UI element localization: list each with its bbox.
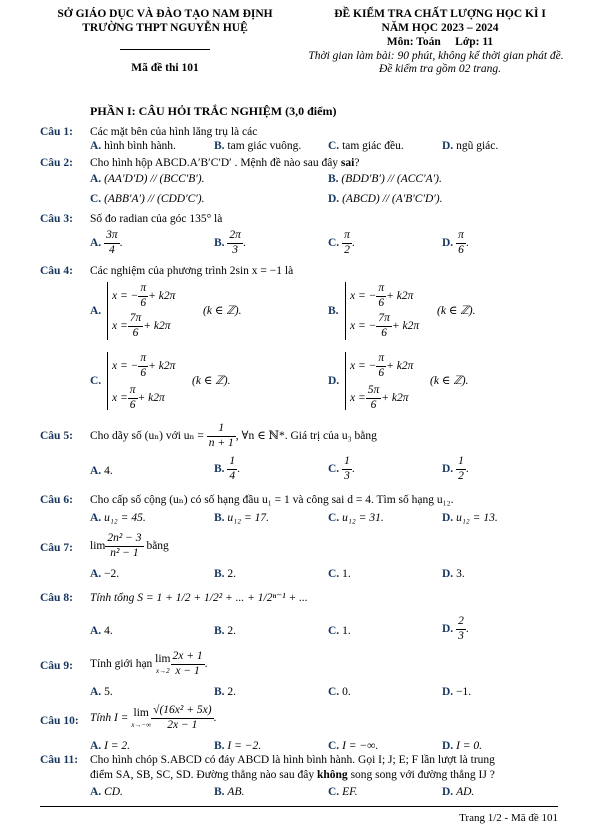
option-letter: D. bbox=[442, 568, 454, 580]
expr-pre: x = bbox=[350, 391, 366, 404]
time-note: Thời gian làm bài: 90 phút, không kể thời gian phát đề. bbox=[308, 50, 564, 62]
option-d-line1 bbox=[350, 352, 413, 381]
question-label: Câu 7: bbox=[40, 542, 73, 554]
option-letter: C. bbox=[328, 786, 340, 798]
option-c: 1. bbox=[342, 625, 351, 637]
department-name: SỞ GIÁO DỤC VÀ ĐÀO TẠO NAM ĐỊNH bbox=[57, 8, 273, 20]
option-b: 2. bbox=[227, 686, 237, 698]
option-letter: A. bbox=[90, 686, 102, 698]
denominator: n² − 1 bbox=[110, 546, 139, 559]
question-label: Câu 1: bbox=[40, 126, 73, 138]
option-d: ngũ giác. bbox=[456, 140, 499, 152]
option-a: 4. bbox=[104, 625, 113, 637]
text-part-1: điểm SA, SB, SC, SD. Đường thẳng nào sau đây bbox=[90, 769, 317, 781]
numerator: 1 bbox=[342, 455, 352, 470]
option-b: 2. bbox=[227, 568, 237, 580]
question-label: Câu 3: bbox=[40, 213, 73, 225]
question-text: Cho cấp số cộng (uₙ) có số hạng đầu u₁ = 1 và công sai d = 4. Tìm số hạng u₁₂. bbox=[90, 494, 454, 506]
option-letter: A. bbox=[90, 305, 102, 317]
lim-subscript: x→2 bbox=[156, 667, 170, 675]
expr-post: + k2π bbox=[143, 319, 171, 332]
option-letter: B. bbox=[214, 236, 225, 249]
exam-code: Mã đề thi 101 bbox=[131, 62, 199, 74]
option-c-fraction bbox=[342, 229, 352, 258]
numerator: 3π bbox=[104, 229, 120, 244]
expr-pre: x = − bbox=[350, 289, 377, 302]
denominator: 6 bbox=[370, 398, 377, 411]
question-text: Các mặt bên của hình lăng trụ là các bbox=[90, 126, 258, 138]
expr-pre: x = bbox=[112, 319, 128, 332]
option-b-fraction bbox=[227, 229, 243, 258]
option-b: tam giác vuông. bbox=[227, 140, 302, 152]
numerator: 7π bbox=[376, 312, 392, 327]
option-letter: D. bbox=[442, 622, 454, 635]
lim-symbol: lim bbox=[155, 653, 171, 666]
option-letter: C. bbox=[328, 462, 340, 475]
subject-grade: Môn: Toán Lớp: 11 bbox=[386, 36, 494, 48]
numerator: 2n² − 3 bbox=[105, 532, 143, 547]
option-c-fraction bbox=[342, 455, 352, 484]
numerator: √(16x² + 5x) bbox=[151, 704, 213, 719]
option-a: I = 2. bbox=[104, 740, 131, 752]
option-letter: A. bbox=[90, 568, 102, 580]
option-b: I = −2. bbox=[227, 740, 262, 752]
option-d: (ABCD) // (A′B′C′D′). bbox=[342, 193, 443, 205]
option-d: I = 0. bbox=[456, 740, 483, 752]
expr-pre: x = − bbox=[112, 289, 139, 302]
numerator: π bbox=[376, 282, 386, 297]
option-letter: B. bbox=[214, 568, 225, 580]
option-letter: D. bbox=[442, 462, 454, 475]
question-text bbox=[90, 157, 359, 171]
option-c: tam giác đều. bbox=[342, 140, 404, 152]
option-a-domain: (k ∈ ℤ). bbox=[203, 305, 242, 317]
numerator: π bbox=[376, 352, 386, 367]
text-part-2: song song với đường thẳng IJ ? bbox=[347, 769, 495, 781]
option-a: 4. bbox=[104, 465, 113, 477]
option-letter: A. bbox=[90, 512, 102, 524]
question-label: Câu 10: bbox=[40, 715, 79, 727]
option-letter: D. bbox=[442, 236, 454, 249]
option-letter: C. bbox=[90, 375, 102, 387]
numerator: 5π bbox=[366, 384, 382, 399]
option-b: AB. bbox=[227, 786, 245, 798]
option-a-fraction bbox=[104, 229, 120, 258]
option-letter: B. bbox=[328, 173, 339, 185]
denominator: 6 bbox=[381, 326, 387, 339]
option-letter: A. bbox=[90, 465, 102, 477]
footer-divider bbox=[40, 806, 558, 807]
option-d: AD. bbox=[456, 786, 475, 798]
school-name: TRƯỜNG THPT NGUYỄN HUỆ bbox=[82, 22, 248, 34]
question-intro: Tính I = bbox=[90, 711, 129, 724]
question-label: Câu 11: bbox=[40, 754, 79, 766]
option-letter: D. bbox=[442, 740, 454, 752]
option-a-line2 bbox=[112, 312, 171, 341]
option-letter: C. bbox=[328, 686, 340, 698]
expr-post: + k2π bbox=[386, 289, 414, 302]
option-letter: B. bbox=[214, 686, 225, 698]
denominator: 6 bbox=[458, 243, 464, 256]
option-letter: C. bbox=[328, 236, 340, 249]
option-a-system-bracket bbox=[107, 282, 108, 340]
option-d: u₁₂ = 13. bbox=[456, 512, 498, 524]
option-c: I = −∞. bbox=[342, 740, 379, 752]
option-a: (AA′D′D) // (BCC′B′). bbox=[104, 173, 205, 185]
option-letter: C. bbox=[328, 568, 340, 580]
numerator: 1 bbox=[227, 455, 237, 470]
numerator: π bbox=[456, 229, 466, 244]
option-letter: A. bbox=[90, 740, 102, 752]
option-b: 2. bbox=[227, 625, 237, 637]
option-letter: C. bbox=[90, 193, 102, 205]
expr-post: + k2π bbox=[137, 391, 165, 404]
option-letter: A. bbox=[90, 173, 102, 185]
option-a: 5. bbox=[104, 686, 113, 698]
numerator: π bbox=[342, 229, 352, 244]
numerator: 2π bbox=[227, 229, 243, 244]
option-d-system-bracket bbox=[345, 352, 346, 410]
numerator: 7π bbox=[128, 312, 144, 327]
question-label: Câu 5: bbox=[40, 430, 73, 442]
lim-symbol: lim bbox=[133, 707, 149, 720]
denominator: 6 bbox=[378, 366, 385, 379]
expr-pre: x = − bbox=[350, 319, 377, 332]
denominator: 3 bbox=[458, 629, 464, 642]
question-text: Tính giới hạn lim x→2 $\frac{2x + 1}{x - 1}$ . bbox=[90, 650, 208, 677]
section-title: PHẦN I: CÂU HỎI TRẮC NGHIỆM (3,0 điểm) bbox=[90, 104, 337, 118]
page-count-note: Đề kiểm tra gồm 02 trang. bbox=[378, 63, 501, 75]
option-letter: A. bbox=[90, 140, 102, 152]
option-a: CD. bbox=[104, 786, 123, 798]
expr-post: + k2π bbox=[386, 359, 414, 372]
header-divider bbox=[120, 49, 210, 50]
question-text bbox=[90, 532, 169, 561]
denominator: 6 bbox=[140, 366, 147, 379]
option-b-domain: (k ∈ ℤ). bbox=[437, 305, 476, 317]
option-letter: C. bbox=[328, 140, 340, 152]
option-c: u₁₂ = 31. bbox=[342, 512, 384, 524]
option-d: −1. bbox=[456, 686, 472, 698]
denominator: 2 bbox=[458, 469, 464, 482]
option-b-fraction bbox=[227, 455, 237, 484]
question-text bbox=[90, 422, 377, 451]
option-letter: C. bbox=[328, 740, 340, 752]
option-letter: D. bbox=[328, 375, 340, 387]
option-letter: B. bbox=[214, 625, 225, 637]
option-d-fraction bbox=[456, 229, 466, 258]
option-letter: C. bbox=[328, 625, 340, 637]
numerator: π bbox=[138, 352, 148, 367]
question-text: Tính tổng S = 1 + 1/2 + 1/2² + ... + 1/2ⁿ⁻¹ + ... bbox=[90, 592, 308, 604]
denominator: x − 1 bbox=[175, 664, 200, 677]
expr-pre: x = bbox=[112, 391, 128, 404]
option-letter: D. bbox=[442, 686, 454, 698]
question-label: Câu 4: bbox=[40, 265, 73, 277]
numerator: π bbox=[138, 282, 148, 297]
question-text-bold: sai bbox=[340, 157, 355, 169]
question-text: Tính I = lim x→−∞ $\frac{\text{√(16x² + 5x)}}{2x - 1}$ . bbox=[90, 704, 217, 731]
denominator: 6 bbox=[129, 398, 136, 411]
option-b-system-bracket bbox=[345, 282, 346, 340]
option-letter: D. bbox=[328, 193, 340, 205]
denominator: 6 bbox=[140, 296, 147, 309]
denominator: 4 bbox=[108, 243, 115, 256]
question-label: Câu 8: bbox=[40, 592, 73, 604]
option-b-line1 bbox=[350, 282, 413, 311]
option-c-line1 bbox=[112, 352, 175, 381]
question-text: Các nghiệm của phương trình 2sin x = −1 là bbox=[90, 265, 294, 277]
denominator: 6 bbox=[378, 296, 385, 309]
option-d: 3. bbox=[456, 568, 465, 580]
expr-pre: x = − bbox=[350, 359, 377, 372]
option-c: 1. bbox=[342, 568, 351, 580]
numerator: π bbox=[128, 384, 138, 399]
option-a: u₁₂ = 45. bbox=[104, 512, 146, 524]
option-c-line2 bbox=[112, 384, 165, 413]
question-label: Câu 2: bbox=[40, 157, 73, 169]
option-d-fraction bbox=[456, 455, 466, 484]
question-label: Câu 9: bbox=[40, 660, 73, 672]
school-year: NĂM HỌC 2023 – 2024 bbox=[381, 22, 499, 34]
option-letter: B. bbox=[214, 512, 225, 524]
page-footer: Trang 1/2 - Mã đề 101 bbox=[459, 812, 558, 824]
option-a: −2. bbox=[104, 568, 120, 580]
denominator: n + 1 bbox=[208, 436, 234, 449]
option-letter: C. bbox=[328, 512, 340, 524]
question-text-line2 bbox=[90, 769, 495, 783]
option-letter: D. bbox=[442, 786, 454, 798]
question-text-line1: Cho hình chóp S.ABCD có đáy ABCD là hình bình hành. Gọi I; J; E; F lần lượt là trung bbox=[90, 754, 495, 766]
option-c-domain: (k ∈ ℤ). bbox=[192, 375, 231, 387]
denominator: 6 bbox=[132, 326, 139, 339]
option-a: hình bình hành. bbox=[104, 140, 176, 152]
expr-post: + k2π bbox=[148, 359, 176, 372]
option-letter: D. bbox=[442, 512, 454, 524]
text-part-2: , ∀n ∈ ℕ*. Giá trị của u₃ bằng bbox=[235, 429, 377, 442]
text-part-1: Cho dãy số (uₙ) với uₙ = bbox=[90, 429, 204, 442]
option-d-domain: (k ∈ ℤ). bbox=[430, 375, 469, 387]
option-a-line1 bbox=[112, 282, 175, 311]
numerator: 2x + 1 bbox=[171, 650, 205, 665]
question-text: Số đo radian của góc 135° là bbox=[90, 213, 223, 225]
option-c: 0. bbox=[342, 686, 351, 698]
expr-post: + k2π bbox=[148, 289, 176, 302]
expr-post: + k2π bbox=[381, 391, 409, 404]
option-d-line2 bbox=[350, 384, 409, 413]
option-b: u₁₂ = 17. bbox=[227, 512, 270, 524]
question-text-main: Cho hình hộp ABCD.A′B′C′D′ . Mệnh đề nào sau đây bbox=[90, 157, 341, 169]
expr-pre: x = − bbox=[112, 359, 139, 372]
exam-title: ĐỀ KIỂM TRA CHẤT LƯỢNG HỌC KÌ I bbox=[334, 8, 546, 20]
numerator: 1 bbox=[207, 422, 236, 437]
option-letter: A. bbox=[90, 786, 102, 798]
text-bold: không bbox=[317, 769, 348, 781]
lim-symbol: lim bbox=[90, 539, 106, 552]
numerator: 2 bbox=[456, 615, 466, 630]
option-b: (BDD′B′) // (ACC′A′). bbox=[341, 173, 442, 185]
denominator: 3 bbox=[232, 243, 239, 256]
option-c-system-bracket bbox=[107, 352, 108, 410]
option-letter: A. bbox=[90, 625, 102, 637]
option-letter: B. bbox=[328, 305, 339, 317]
denominator: 2x − 1 bbox=[167, 718, 198, 731]
denominator: 3 bbox=[344, 469, 350, 482]
option-c: EF. bbox=[342, 786, 358, 798]
option-b-line2 bbox=[350, 312, 419, 341]
option-c: (ABB′A′) // (CDD′C′). bbox=[104, 193, 205, 205]
question-label: Câu 6: bbox=[40, 494, 73, 506]
option-letter: B. bbox=[214, 786, 225, 798]
option-letter: B. bbox=[214, 462, 225, 475]
option-letter: A. bbox=[90, 236, 102, 249]
question-tail: bằng bbox=[146, 539, 169, 552]
option-letter: B. bbox=[214, 140, 225, 152]
numerator: 1 bbox=[456, 455, 466, 470]
lim-subscript: x→−∞ bbox=[131, 721, 152, 729]
denominator: 2 bbox=[344, 243, 350, 256]
option-letter: D. bbox=[442, 140, 454, 152]
question-intro: Tính giới hạn bbox=[90, 657, 153, 670]
expr-post: + k2π bbox=[391, 319, 420, 332]
option-letter: B. bbox=[214, 740, 225, 752]
option-d-fraction bbox=[456, 615, 466, 644]
denominator: 4 bbox=[229, 469, 236, 482]
question-text-end: ? bbox=[354, 157, 360, 169]
